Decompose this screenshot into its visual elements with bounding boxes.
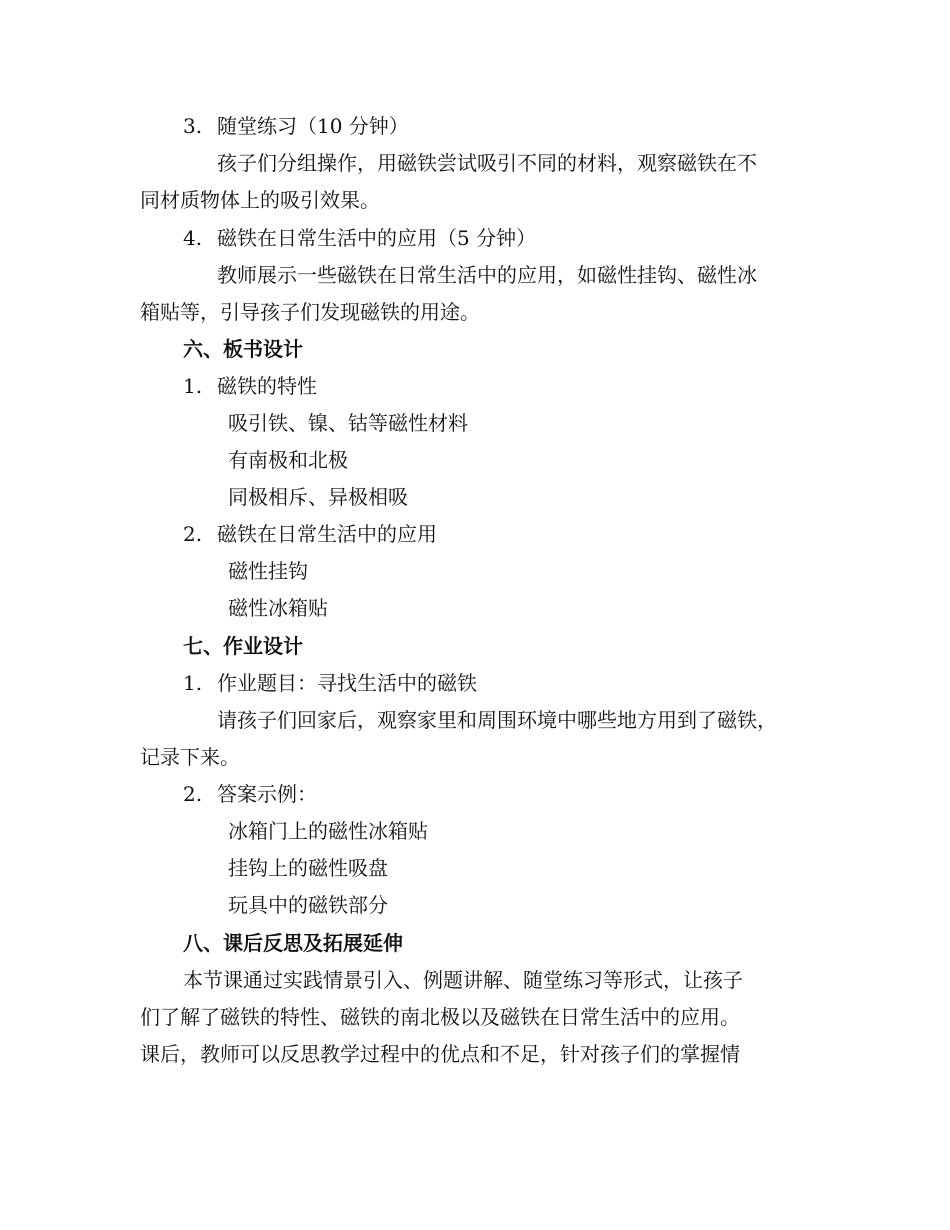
- bullet-point: 有南极和北极: [228, 448, 348, 472]
- list-item-1: [0, 671, 950, 695]
- section-heading: 八、课后反思及拓展延伸: [183, 931, 403, 955]
- list-item-title: 作业题目：寻找生活中的磁铁: [217, 671, 477, 695]
- section-heading: 七、作业设计: [183, 634, 303, 658]
- list-number: 1.: [183, 671, 203, 695]
- bullet-point: 吸引铁、镍、钴等磁性材料: [228, 411, 468, 435]
- bullet-point: 冰箱门上的磁性冰箱贴: [228, 819, 428, 843]
- section-heading: 六、板书设计: [183, 337, 303, 361]
- list-item-4: [0, 226, 950, 250]
- list-number: 1.: [183, 374, 203, 398]
- bullet-point: 磁性挂钩: [228, 559, 308, 583]
- list-item-title: 磁铁在日常生活中的应用（5 分钟）: [217, 226, 537, 250]
- paragraph-line: 课后，教师可以反思教学过程中的优点和不足，针对孩子们的掌握情: [140, 1042, 740, 1066]
- list-number: 2.: [183, 782, 203, 806]
- paragraph-line: 们了解了磁铁的特性、磁铁的南北极以及磁铁在日常生活中的应用。: [140, 1005, 740, 1029]
- paragraph-line: 教师展示一些磁铁在日常生活中的应用，如磁性挂钩、磁性冰: [217, 263, 757, 287]
- list-item-title: 答案示例：: [217, 782, 317, 806]
- list-item-2: [0, 782, 950, 806]
- list-item-3: [0, 114, 950, 138]
- bullet-point: 挂钩上的磁性吸盘: [228, 856, 388, 880]
- paragraph-line: 本节课通过实践情景引入、例题讲解、随堂练习等形式，让孩子: [183, 968, 743, 992]
- list-item-title: 磁铁在日常生活中的应用: [217, 522, 437, 546]
- list-number: 4.: [183, 226, 203, 250]
- list-item-title: 磁铁的特性: [217, 374, 317, 398]
- paragraph-line: 请孩子们回家后，观察家里和周围环境中哪些地方用到了磁铁，: [217, 708, 777, 732]
- list-item-2: [0, 522, 950, 546]
- paragraph-line: 记录下来。: [140, 745, 240, 769]
- list-item-title: 随堂练习（10 分钟）: [217, 114, 409, 138]
- paragraph-line: 箱贴等，引导孩子们发现磁铁的用途。: [140, 300, 480, 324]
- paragraph-line: 同材质物体上的吸引效果。: [140, 188, 380, 212]
- bullet-point: 同极相斥、异极相吸: [228, 485, 408, 509]
- list-number: 3.: [183, 114, 203, 138]
- paragraph-line: 孩子们分组操作，用磁铁尝试吸引不同的材料，观察磁铁在不: [217, 151, 757, 175]
- bullet-point: 玩具中的磁铁部分: [228, 893, 388, 917]
- list-number: 2.: [183, 522, 203, 546]
- list-item-1: [0, 374, 950, 398]
- bullet-point: 磁性冰箱贴: [228, 596, 328, 620]
